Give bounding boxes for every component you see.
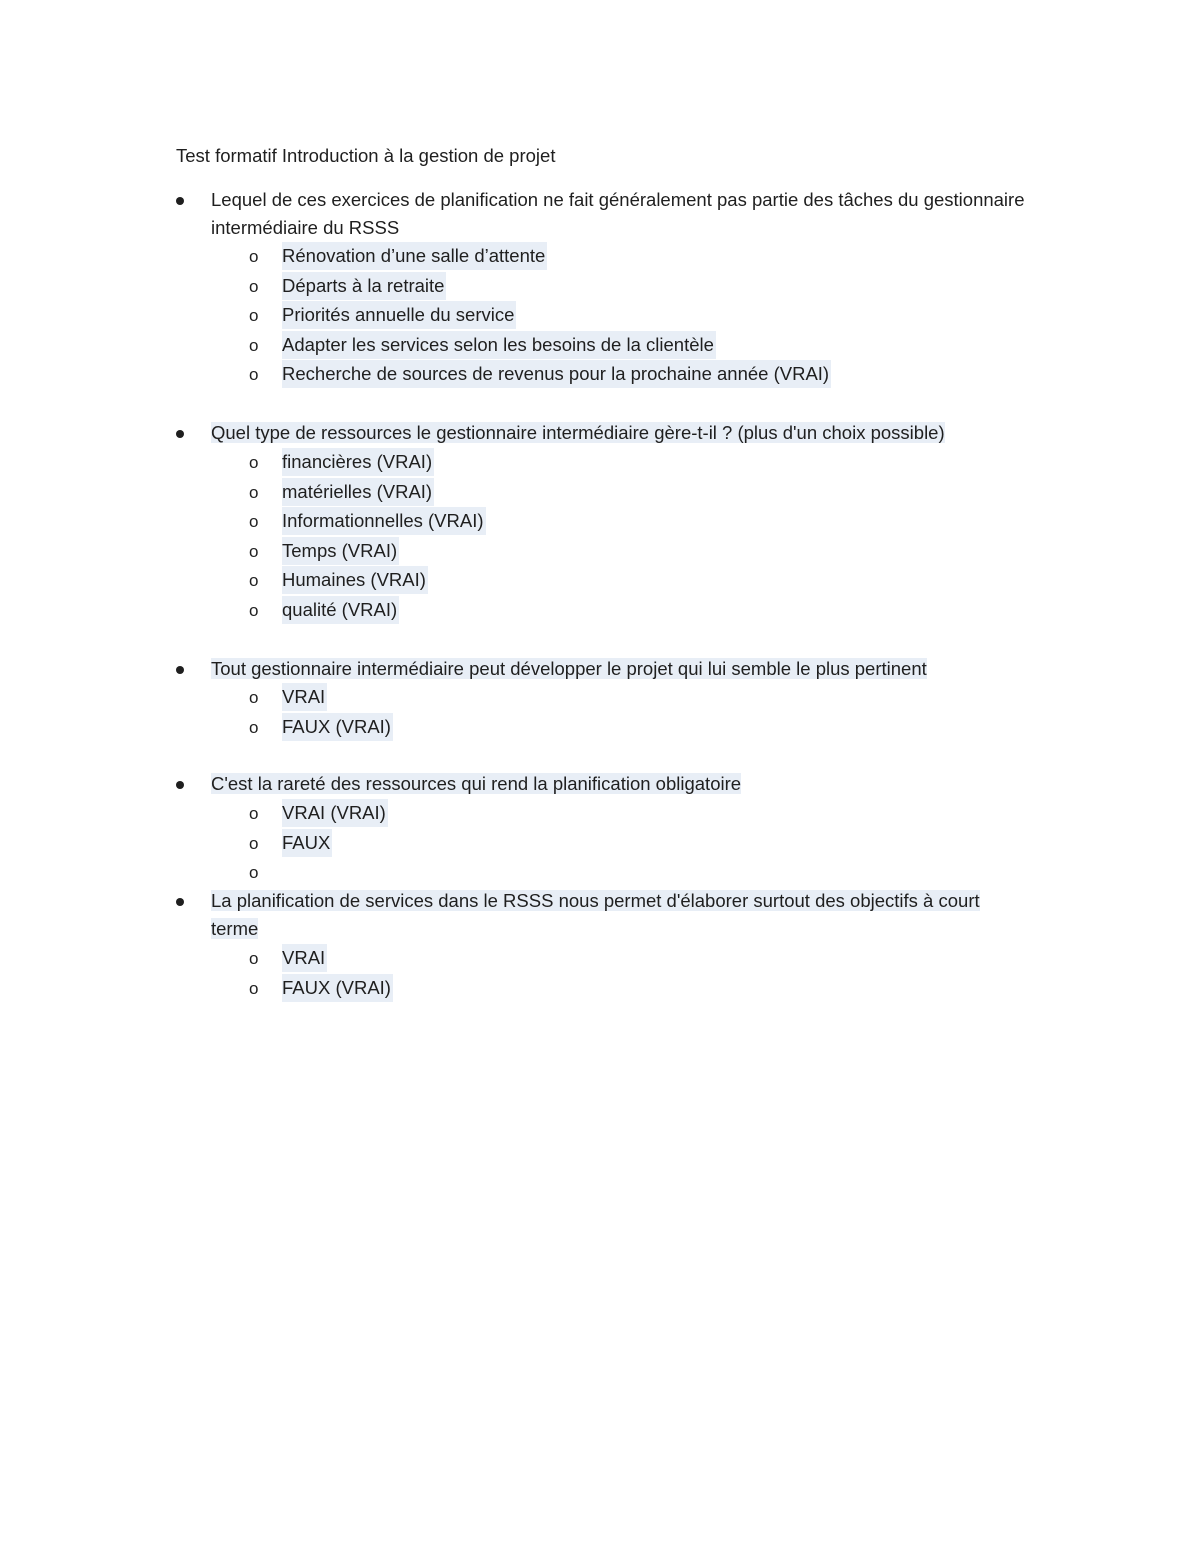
bullet-icon xyxy=(176,898,184,906)
option-item xyxy=(0,713,1200,743)
option-item xyxy=(0,331,1200,361)
option-text: FAUX (VRAI) xyxy=(282,974,393,1002)
circle-bullet-icon: o xyxy=(249,512,259,532)
option-text: Priorités annuelle du service xyxy=(282,301,516,329)
option-item xyxy=(0,858,1200,888)
option-text: VRAI xyxy=(282,944,327,972)
question-4-options xyxy=(0,799,1200,888)
option-text: VRAI xyxy=(282,683,327,711)
question-1-options xyxy=(0,242,1200,390)
circle-bullet-icon: o xyxy=(249,717,259,737)
option-item xyxy=(0,537,1200,567)
question-2 xyxy=(0,419,1200,626)
circle-bullet-icon: o xyxy=(249,688,259,707)
option-text: FAUX xyxy=(282,829,332,857)
question-2-options xyxy=(0,448,1200,626)
option-item xyxy=(0,478,1200,508)
question-4-text xyxy=(211,770,1031,798)
circle-bullet-icon: o xyxy=(249,365,259,385)
question-3-options xyxy=(0,683,1200,742)
option-text: Adapter les services selon les besoins de la clientèle xyxy=(282,331,716,359)
circle-bullet-icon: o xyxy=(249,335,259,355)
question-5 xyxy=(0,887,1200,1003)
circle-bullet-icon: o xyxy=(249,306,259,326)
option-item xyxy=(0,829,1200,859)
question-4-line xyxy=(0,770,1200,798)
circle-bullet-icon: o xyxy=(249,863,259,883)
bullet-icon xyxy=(176,666,184,674)
option-item xyxy=(0,799,1200,829)
question-4 xyxy=(0,770,1200,888)
option-text: Humaines (VRAI) xyxy=(282,566,428,594)
question-3-highlight: Tout gestionnaire intermédiaire peut développer le projet qui lui semble le plus pertinent xyxy=(211,658,927,679)
option-text: financières (VRAI) xyxy=(282,448,434,476)
option-item xyxy=(0,683,1200,713)
circle-bullet-icon: o xyxy=(249,482,259,502)
circle-bullet-icon: o xyxy=(249,600,259,620)
circle-bullet-icon: o xyxy=(249,453,259,472)
option-text: Rénovation d’une salle d’attente xyxy=(282,242,547,270)
question-2-line xyxy=(0,419,1200,447)
question-2-highlight: Quel type de ressources le gestionnaire intermédiaire gère-t-il ? (plus d'un choix possible) xyxy=(211,422,945,443)
question-3-line xyxy=(0,655,1200,683)
option-item xyxy=(0,301,1200,331)
question-2-text xyxy=(211,419,1031,447)
circle-bullet-icon: o xyxy=(249,804,259,823)
document-title: Test formatif Introduction à la gestion de projet xyxy=(176,145,556,166)
circle-bullet-icon: o xyxy=(249,571,259,591)
option-text: VRAI (VRAI) xyxy=(282,799,388,827)
bullet-icon xyxy=(176,781,184,789)
option-item xyxy=(0,272,1200,302)
option-text: qualité (VRAI) xyxy=(282,596,399,624)
option-item xyxy=(0,448,1200,478)
circle-bullet-icon: o xyxy=(249,978,259,998)
question-5-options xyxy=(0,944,1200,1003)
question-5-line xyxy=(0,887,1200,943)
question-1-text: Lequel de ces exercices de planification ne fait généralement pas partie des tâches du gestionnaire intermédiaire du RSSS xyxy=(211,189,1025,238)
question-3-text xyxy=(211,655,1031,683)
option-item xyxy=(0,242,1200,272)
question-1 xyxy=(0,186,1200,390)
question-1-line xyxy=(0,186,1200,242)
option-text: Départs à la retraite xyxy=(282,272,446,300)
option-item xyxy=(0,944,1200,974)
option-item xyxy=(0,596,1200,626)
circle-bullet-icon: o xyxy=(249,541,259,561)
option-text: Recherche de sources de revenus pour la prochaine année (VRAI) xyxy=(282,360,831,388)
circle-bullet-icon: o xyxy=(249,833,259,853)
question-4-highlight: C'est la rareté des ressources qui rend la planification obligatoire xyxy=(211,773,742,794)
option-item xyxy=(0,360,1200,390)
option-item xyxy=(0,974,1200,1004)
option-text: Informationnelles (VRAI) xyxy=(282,507,486,535)
bullet-icon xyxy=(176,430,184,438)
option-text: FAUX (VRAI) xyxy=(282,713,393,741)
question-5-text xyxy=(211,887,1031,943)
option-item xyxy=(0,507,1200,537)
circle-bullet-icon: o xyxy=(249,247,259,266)
question-3 xyxy=(0,655,1200,742)
bullet-icon xyxy=(176,197,184,205)
option-text: matérielles (VRAI) xyxy=(282,478,434,506)
option-item xyxy=(0,566,1200,596)
option-text: Temps (VRAI) xyxy=(282,537,399,565)
circle-bullet-icon: o xyxy=(249,276,259,296)
question-5-highlight: La planification de services dans le RSSS nous permet d'élaborer surtout des objectifs à court terme xyxy=(211,890,980,939)
circle-bullet-icon: o xyxy=(249,949,259,968)
